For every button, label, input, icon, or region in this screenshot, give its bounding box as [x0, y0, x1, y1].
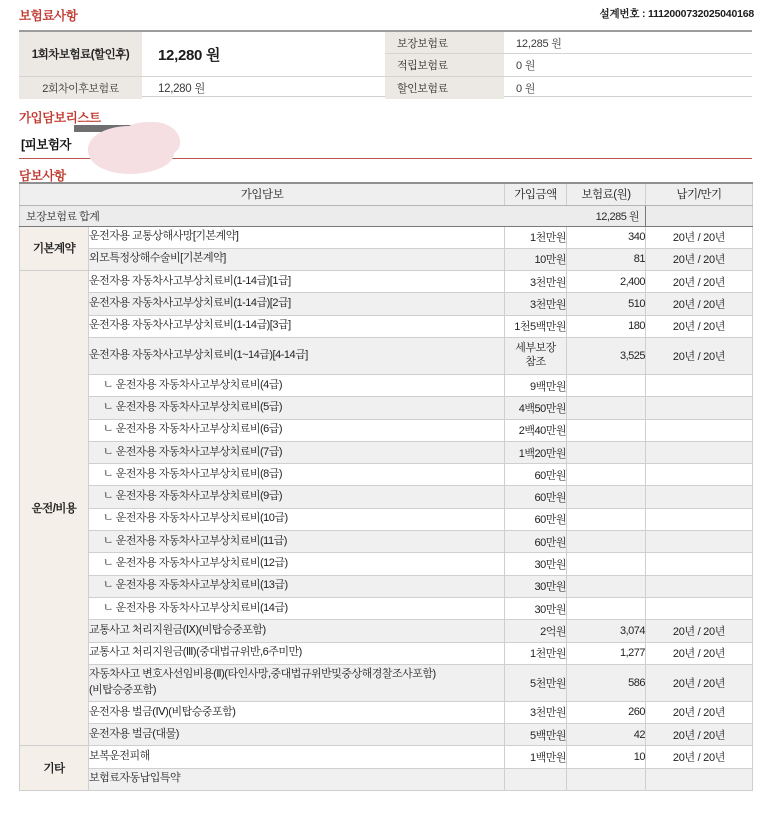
coverage-term: 20년 / 20년 — [646, 226, 753, 248]
reserve-premium-row — [385, 54, 752, 76]
table-row — [20, 620, 753, 642]
coverage-total-blank — [646, 205, 753, 226]
coverage-amount: 60만원 — [505, 508, 567, 530]
coverage-name: ㄴ 운전자용 자동차사고부상치료비(10급) — [89, 508, 505, 530]
coverage-name: 교통사고 처리지원금(Ⅲ)(중대법규위반,6주미만) — [89, 642, 505, 664]
coverage-premium — [567, 575, 646, 597]
coverage-name: ㄴ 운전자용 자동차사고부상치료비(5급) — [89, 397, 505, 419]
premium-section-header — [0, 0, 766, 28]
coverage-term: 20년 / 20년 — [646, 724, 753, 746]
table-row — [20, 486, 753, 508]
coverage-amount: 2백40만원 — [505, 419, 567, 441]
coverage-table-body — [20, 205, 753, 791]
coverage-amount: 5백만원 — [505, 724, 567, 746]
coverage-name: 운전자용 교통상해사망[기본계약] — [89, 226, 505, 248]
coverage-premium: 81 — [567, 248, 646, 270]
coverage-amount: 세부보장 참조 — [505, 337, 567, 374]
premium-summary-box — [19, 30, 752, 97]
discount-premium-value: 0 원 — [516, 82, 536, 95]
coverage-total-row — [20, 205, 753, 226]
table-row — [20, 701, 753, 723]
coverage-premium: 42 — [567, 724, 646, 746]
column-header-coverage: 가입담보 — [20, 183, 505, 205]
coverage-premium: 2,400 — [567, 271, 646, 293]
coverage-details-title: 담보사항 — [19, 169, 66, 183]
coverage-name: 운전자용 자동차사고부상치료비(1-14급)[3급] — [89, 315, 505, 337]
redaction-bar-icon — [74, 125, 142, 132]
coverage-term — [646, 374, 753, 396]
coverage-amount: 3천만원 — [505, 701, 567, 723]
coverage-name: 운전자용 자동차사고부상치료비(1-14급)[1급] — [89, 271, 505, 293]
insured-person-row — [19, 133, 752, 159]
discount-premium-label: 할인보험료 — [385, 77, 504, 99]
table-row — [20, 337, 753, 374]
table-row — [20, 441, 753, 463]
coverage-premium: 3,074 — [567, 620, 646, 642]
premium-section-title: 보험료사항 — [19, 9, 78, 23]
coverage-category-3: 기타 — [20, 746, 89, 791]
coverage-term — [646, 531, 753, 553]
coverage-amount: 10만원 — [505, 248, 567, 270]
coverage-amount: 1천만원 — [505, 226, 567, 248]
coverage-premium — [567, 486, 646, 508]
table-row — [20, 597, 753, 619]
table-row — [20, 293, 753, 315]
coverage-amount: 2억원 — [505, 620, 567, 642]
subsequent-premium-label: 2회차이후보험료 — [19, 77, 142, 99]
first-premium-label: 1회차보험료(할인후) — [19, 32, 142, 76]
coverage-name: ㄴ 운전자용 자동차사고부상치료비(13급) — [89, 575, 505, 597]
table-row — [20, 553, 753, 575]
plan-number: 설계번호 : 1112000732025040168 — [599, 8, 754, 20]
coverage-amount: 30만원 — [505, 597, 567, 619]
coverage-term — [646, 441, 753, 463]
coverage-premium — [567, 531, 646, 553]
coverage-amount: 1백20만원 — [505, 441, 567, 463]
table-row — [20, 508, 753, 530]
table-row — [20, 575, 753, 597]
table-row — [20, 746, 753, 768]
coverage-premium — [567, 397, 646, 419]
column-header-amount: 가입금액 — [505, 183, 567, 205]
coverage-term: 20년 / 20년 — [646, 337, 753, 374]
coverage-term: 20년 / 20년 — [646, 664, 753, 701]
coverage-category-1: 기본계약 — [20, 226, 89, 271]
coverage-amount: 9백만원 — [505, 374, 567, 396]
coverage-amount: 30만원 — [505, 575, 567, 597]
coverage-name: ㄴ 운전자용 자동차사고부상치료비(11급) — [89, 531, 505, 553]
coverage-premium: 586 — [567, 664, 646, 701]
coverage-premium: 260 — [567, 701, 646, 723]
table-row — [20, 642, 753, 664]
coverage-name: 운전자용 벌금(Ⅳ)(비탑승중포함) — [89, 701, 505, 723]
insured-person-label: [피보험자 — [21, 138, 71, 152]
coverage-premium — [567, 464, 646, 486]
reserve-premium-label: 적립보험료 — [385, 54, 504, 75]
coverage-name: 교통사고 처리지원금(Ⅸ)(비탑승중포함) — [89, 620, 505, 642]
coverage-amount: 3천만원 — [505, 293, 567, 315]
coverage-name: 운전자용 자동차사고부상치료비(1-14급)[2급] — [89, 293, 505, 315]
coverage-amount: 60만원 — [505, 464, 567, 486]
coverage-premium — [567, 508, 646, 530]
coverage-term — [646, 597, 753, 619]
table-row — [20, 768, 753, 790]
table-row — [20, 419, 753, 441]
column-header-premium: 보험료(원) — [567, 183, 646, 205]
coverage-premium: 10 — [567, 746, 646, 768]
coverage-amount — [505, 768, 567, 790]
coverage-premium: 3,525 — [567, 337, 646, 374]
table-row — [20, 724, 753, 746]
coverage-premium — [567, 441, 646, 463]
coverage-premium-value: 12,285 원 — [516, 37, 562, 50]
table-row — [20, 664, 753, 701]
coverage-amount: 1천만원 — [505, 642, 567, 664]
coverage-term — [646, 397, 753, 419]
coverage-term — [646, 553, 753, 575]
table-row — [20, 226, 753, 248]
coverage-table-header-row — [20, 183, 753, 205]
coverage-term: 20년 / 20년 — [646, 642, 753, 664]
first-premium-row — [19, 32, 385, 76]
subsequent-premium-value: 12,280 원 — [158, 83, 206, 95]
coverage-name: 보복운전피해 — [89, 746, 505, 768]
coverage-term: 20년 / 20년 — [646, 701, 753, 723]
coverage-term — [646, 768, 753, 790]
coverage-category-2: 운전/비용 — [20, 271, 89, 746]
coverage-premium — [567, 597, 646, 619]
coverage-term: 20년 / 20년 — [646, 746, 753, 768]
coverage-term — [646, 486, 753, 508]
coverage-premium: 340 — [567, 226, 646, 248]
coverage-name: 외모특정상해수술비[기본계약] — [89, 248, 505, 270]
table-row — [20, 248, 753, 270]
table-row — [20, 271, 753, 293]
coverage-premium-row — [385, 32, 752, 54]
coverage-name: ㄴ 운전자용 자동차사고부상치료비(12급) — [89, 553, 505, 575]
coverage-name: 운전자용 벌금(대물) — [89, 724, 505, 746]
coverage-table — [19, 182, 753, 791]
reserve-premium-value: 0 원 — [516, 59, 536, 72]
premium-right-column — [385, 32, 752, 99]
coverage-amount: 1천5백만원 — [505, 315, 567, 337]
subsequent-premium-row — [19, 76, 385, 99]
coverage-list-title: 가입담보리스트 — [19, 111, 101, 125]
table-row — [20, 315, 753, 337]
coverage-premium — [567, 553, 646, 575]
coverage-term: 20년 / 20년 — [646, 293, 753, 315]
coverage-amount: 3천만원 — [505, 271, 567, 293]
coverage-name: ㄴ 운전자용 자동차사고부상치료비(7급) — [89, 441, 505, 463]
coverage-name: 보험료자동납입특약 — [89, 768, 505, 790]
coverage-name: ㄴ 운전자용 자동차사고부상치료비(4급) — [89, 374, 505, 396]
coverage-total-amount: 12,285 원 — [567, 205, 646, 226]
coverage-name: ㄴ 운전자용 자동차사고부상치료비(14급) — [89, 597, 505, 619]
discount-premium-row — [385, 77, 752, 99]
premium-left-column — [19, 32, 385, 99]
coverage-term — [646, 464, 753, 486]
coverage-term: 20년 / 20년 — [646, 271, 753, 293]
coverage-total-label: 보장보험료 합계 — [20, 205, 567, 226]
coverage-name: 운전자용 자동차사고부상치료비(1~14급)[4-14급] — [89, 337, 505, 374]
coverage-term — [646, 575, 753, 597]
coverage-amount: 1백만원 — [505, 746, 567, 768]
first-premium-value: 12,280 원 — [158, 46, 221, 64]
coverage-premium-label: 보장보험료 — [385, 32, 504, 53]
column-header-term: 납기/만기 — [646, 183, 753, 205]
coverage-amount: 60만원 — [505, 486, 567, 508]
coverage-amount: 4백50만원 — [505, 397, 567, 419]
coverage-premium — [567, 768, 646, 790]
coverage-term: 20년 / 20년 — [646, 315, 753, 337]
coverage-premium: 180 — [567, 315, 646, 337]
coverage-term: 20년 / 20년 — [646, 248, 753, 270]
table-row — [20, 374, 753, 396]
coverage-premium: 1,277 — [567, 642, 646, 664]
coverage-amount: 30만원 — [505, 553, 567, 575]
coverage-term: 20년 / 20년 — [646, 620, 753, 642]
coverage-amount: 5천만원 — [505, 664, 567, 701]
coverage-term — [646, 419, 753, 441]
table-row — [20, 464, 753, 486]
coverage-premium — [567, 374, 646, 396]
coverage-premium: 510 — [567, 293, 646, 315]
table-row — [20, 397, 753, 419]
coverage-name: ㄴ 운전자용 자동차사고부상치료비(8급) — [89, 464, 505, 486]
table-row — [20, 531, 753, 553]
coverage-amount: 60만원 — [505, 531, 567, 553]
coverage-term — [646, 508, 753, 530]
coverage-name: ㄴ 운전자용 자동차사고부상치료비(9급) — [89, 486, 505, 508]
coverage-name: ㄴ 운전자용 자동차사고부상치료비(6급) — [89, 419, 505, 441]
coverage-premium — [567, 419, 646, 441]
coverage-name: 자동차사고 변호사선임비용(Ⅱ)(타인사망,중대법규위반및중상해경찰조사포함) (비탑승중포함) — [89, 664, 505, 701]
